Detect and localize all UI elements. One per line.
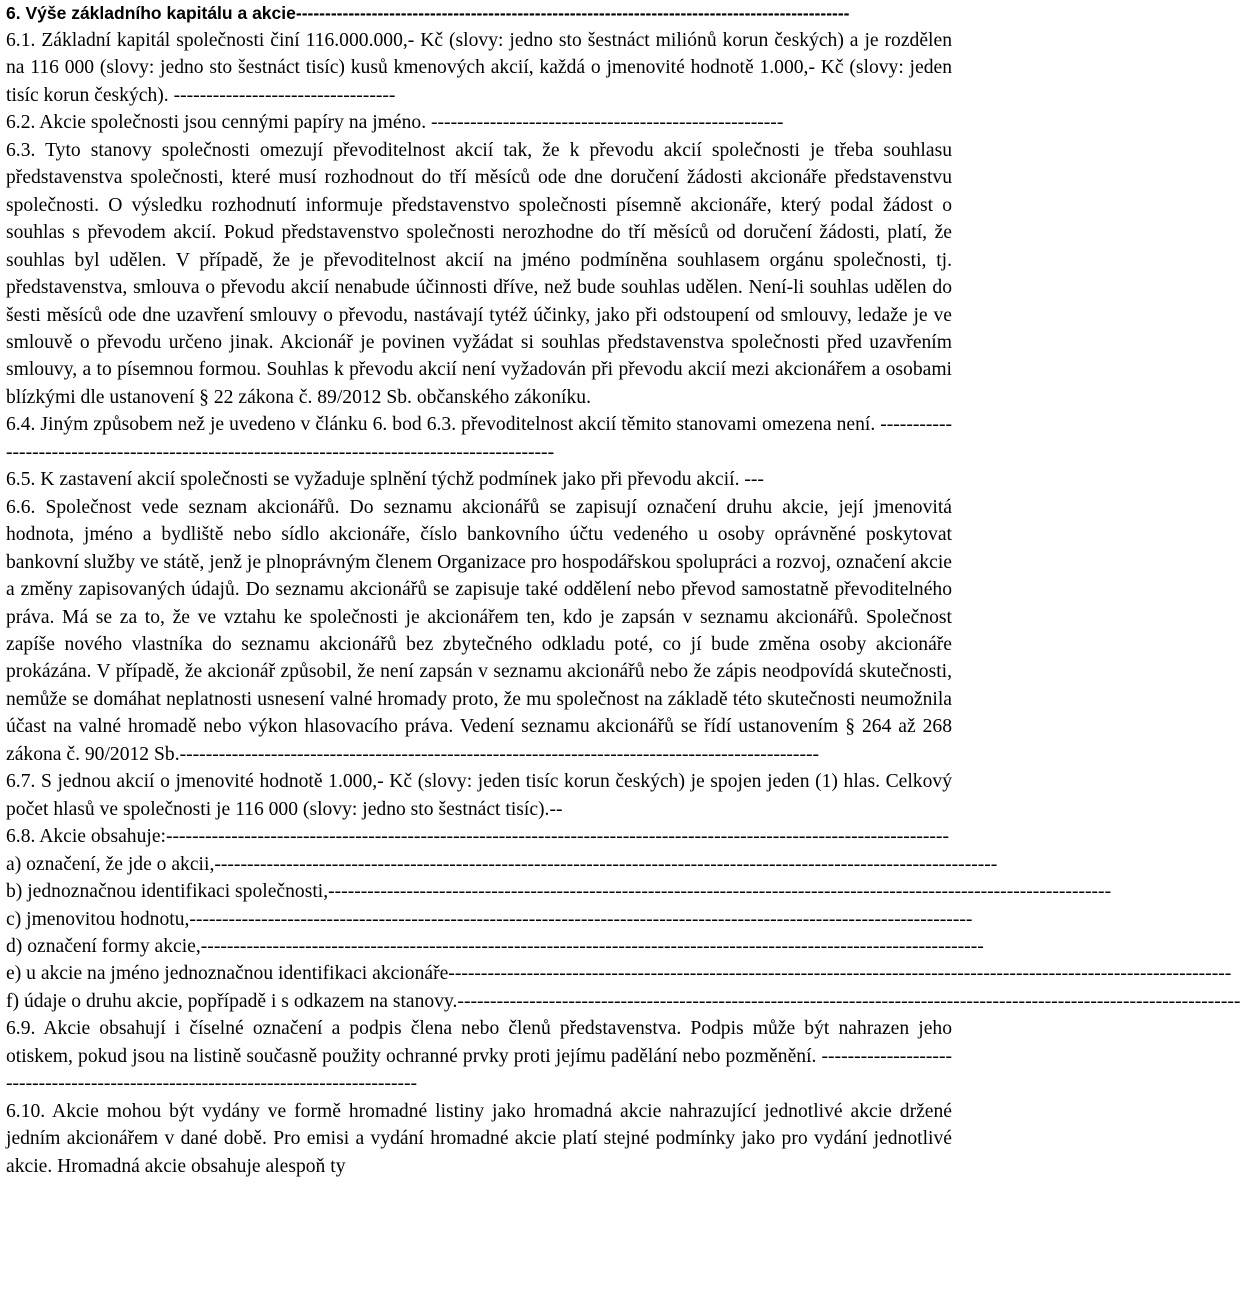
paragraph-6-1: 6.1. Základní kapitál společnosti činí 116.000.000,- Kč (slovy: jedno sto šestnáct miliónů korun českých) a je rozdělen na 116 000 (slovy: jedno sto šestnáct tisíc) kusů kmenových akcií, každá o jmenovité hodnotě 1.000,- Kč (slovy: jeden tisíc korun českých). ---------------------------------- (6, 30, 952, 106)
list-6-8 (6, 823, 1240, 1015)
dash-filler: ------------------------------------------------------------------------------------------------------------------------ (457, 990, 1240, 1012)
list-item-text: c) jmenovitou hodnotu, (6, 908, 190, 930)
paragraph-6-3: 6.3. Tyto stanovy společnosti omezují převoditelnost akcií tak, že k převodu akcií společnosti je třeba souhlasu představenstva společnosti, které musí rozhodnout do tří měsíců ode dne doručení žádosti akcionáře představenstvu společnosti. O výsledku rozhodnutí informuje představenstvo společnosti písemně akcionáře, který podal žádost o souhlas s převodem akcií. Pokud představenstvo společnosti nerozhodne do tří měsíců od doručení žádosti, platí, že souhlas byl udělen. V případě, že je převoditelnost akcií na jméno podmíněna souhlasem orgánu společnosti, tj. představenstva, smlouva o převodu akcií nenabude účinnosti dříve, než bude souhlas udělen. Není-li souhlas udělen do šesti měsíců ode dne uzavření smlouvy o převodu, nastávají tytéž účinky, jako při odstoupení od smlouvy, ledaže je ve smlouvě o převodu určeno jinak. Akcionář je povinen vyžádat si souhlas představenstva společnosti před uzavřením smlouvy, a to písemnou formou. Souhlas k převodu akcií není vyžadován při převodu akcií mezi akcionářem a osobami blízkými dle ustanovení § 22 zákona č. 89/2012 Sb. občanského zákoníku. (6, 139, 952, 408)
dash-filler: ------------------------------------------------------------------------------------------------------------------------ (214, 853, 998, 875)
paragraph-6-4: 6.4. Jiným způsobem než je uvedeno v článku 6. bod 6.3. převoditelnost akcií těmito stanovami omezena není. ----------------------------------------------------------------------------------------------- (6, 414, 952, 463)
list-item (6, 960, 1232, 987)
list-item-text: b) jednoznačnou identifikaci společnosti, (6, 881, 329, 903)
paragraph-6-6: 6.6. Společnost vede seznam akcionářů. Do seznamu akcionářů se zapisují označení druhu akcie, její jmenovitá hodnota, jméno a bydliště nebo sídlo akcionáře, číslo bankovního účtu vedeného u osoby oprávněné poskytovat bankovní služby ve státě, jenž je plnoprávným členem Organizace pro hospodářskou spolupráci a rozvoj, označení akcie a změny zapisovaných údajů. Do seznamu akcionářů se zapisuje také oddělení nebo převod samostatně převoditelného práva. Má se za to, že ve vztahu ke společnosti je akcionářem ten, kdo je zapsán v seznamu akcionářů. Společnost zapíše nového vlastníka do seznamu akcionářů bez zbytečného odkladu poté, co jí bude změna osoby akcionáře prokázána. V případě, že akcionář způsobil, že není zapsán v seznamu akcionářů nebo že zápis neodpovídá skutečnosti, nemůže se domáhat neplatnosti usnesení valné hromady proto, že mu společnost na základě této skutečnosti neumožnila účast na valné hromadě nebo výkon hlasovacího práva. Vedení seznamu akcionářů se řídí ustanovením § 264 až 268 zákona č. 90/2012 Sb.-------------------------------------------------------------------------------------------------- (6, 496, 952, 765)
paragraph-6-7: 6.7. S jednou akcií o jmenovité hodnotě 1.000,- Kč (slovy: jeden tisíc korun českých) je spojen jeden (1) hlas. Celkový počet hlasů ve společnosti je 116 000 (slovy: jedno sto šestnáct tisíc).-- (6, 771, 952, 820)
dash-filler: ------------------------------------------------------------------------------------------------------------------------ (200, 935, 984, 957)
list-item-text: a) označení, že jde o akcii, (6, 853, 215, 875)
dash-filler: ------------------------------------------------------------------------------------------------------------------------ (165, 826, 949, 848)
list-item-text: d) označení formy akcie, (6, 935, 201, 957)
dash-filler: ------------------------------------------------------------------------------------------------------------------------ (448, 963, 1232, 985)
list-item (6, 851, 998, 878)
section-heading-title: 6. Výše základního kapitálu a akcie (6, 3, 296, 23)
list-item (6, 933, 984, 960)
list-intro (6, 823, 952, 850)
paragraph-6-5: 6.5. K zastavení akcií společnosti se vyžaduje splnění týchž podmínek jako při převodu akcií. --- (6, 469, 764, 491)
dash-filler: ------------------------------------------------------------------------------------------------------------------------ (328, 881, 1112, 903)
list-intro-text: 6.8. Akcie obsahuje: (6, 826, 166, 848)
paragraph-6-2: 6.2. Akcie společnosti jsou cennými papíry na jméno. ------------------------------------------------------ (6, 112, 784, 134)
list-item (6, 906, 973, 933)
section-heading-dashes: ----------------------------------------------------------------------------------------------- (295, 3, 850, 23)
paragraph-6-9: 6.9. Akcie obsahují i číselné označení a podpis člena nebo členů představenstva. Podpis může být nahrazen jeho otiskem, pokud jsou na listině současně použity ochranné prvky proti jejímu padělání nebo pozměnění. ----------------------------------------------------------------------------------- (6, 1018, 952, 1095)
section-heading (6, 0, 952, 27)
dash-filler: ------------------------------------------------------------------------------------------------------------------------ (189, 908, 973, 930)
list-item-text: e) u akcie na jméno jednoznačnou identifikaci akcionáře (6, 963, 449, 985)
list-item (6, 878, 1112, 905)
list-item (6, 988, 1240, 1015)
paragraph-6-10: 6.10. Akcie mohou být vydány ve formě hromadné listiny jako hromadná akcie nahrazující jednotlivé akcie držené jedním akcionářem v dané době. Pro emisi a vydání hromadné akcie platí stejné podmínky jako pro vydání jednotlivé akcie. Hromadná akcie obsahuje alespoň ty (6, 1100, 952, 1177)
list-item-text: f) údaje o druhu akcie, popřípadě i s odkazem na stanovy. (6, 990, 458, 1012)
